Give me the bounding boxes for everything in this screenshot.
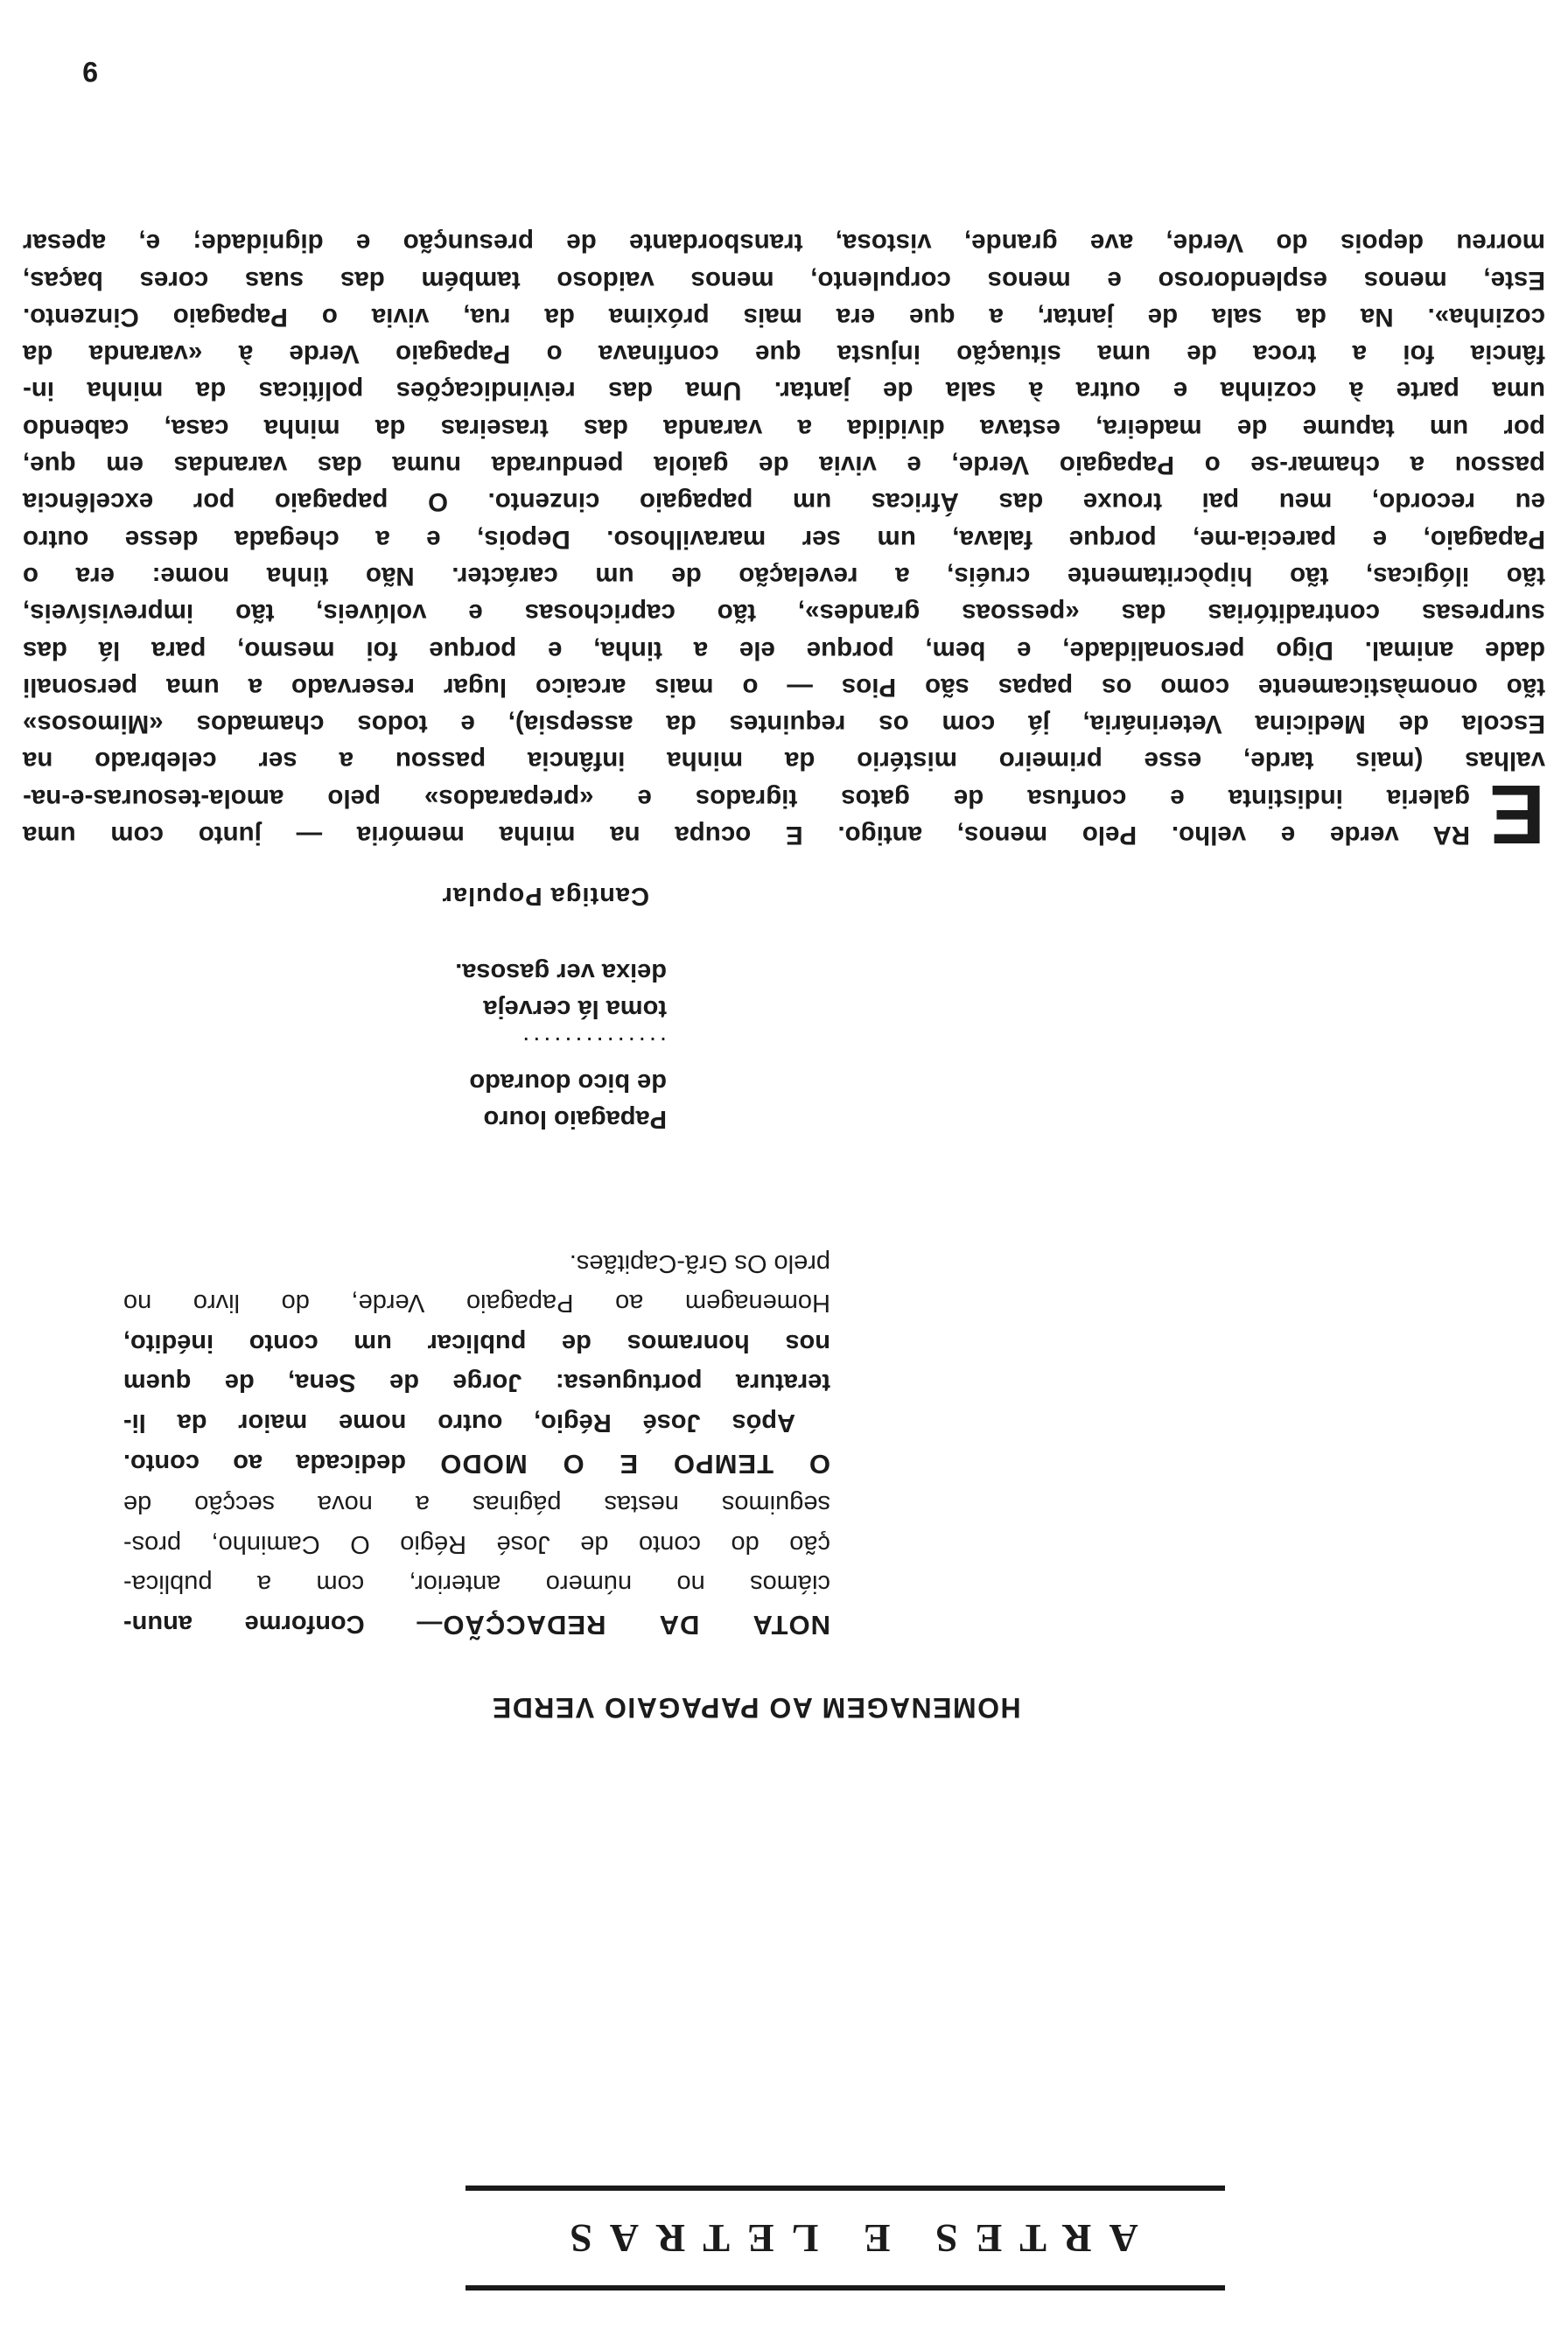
masthead-bottom-rule bbox=[466, 2186, 1225, 2191]
editorial-note bbox=[123, 1242, 830, 1645]
poem-line: deixa ver gasosa. bbox=[455, 958, 667, 986]
story-line: valhas (mais tarde, esse primeiro mistério da minha infância passou a ser celebrado na bbox=[23, 746, 1545, 776]
story-line: RA verde e velho. Pelo menos, antigo. E ocupa na minha memória — junto com uma bbox=[23, 821, 1470, 850]
note-line: O TEMPO E O MODO dedicada ao conto. bbox=[123, 1448, 830, 1479]
poem-line: toma lá cerveja bbox=[483, 995, 667, 1023]
story-line: Papagaio, e parecia-me, porque falava, um ser maravilhoso. Depois, e a chegada desse outro bbox=[23, 524, 1545, 554]
story-line: cozinha». Na da sala de jantar, a que era mais próxima da rua, vivia o Papagaio Cinzento. bbox=[23, 302, 1545, 332]
poem-ellipsis: .............. bbox=[519, 1032, 667, 1060]
note-line: nos honramos de publicar um conto inédito, bbox=[123, 1328, 830, 1357]
story-line: Escola de Medicina Veterinária, já com os requintes da assepsia), e todos chamados «Mimosos» bbox=[23, 710, 1545, 739]
story-line: surpresas contraditórias das «pessoas grandes», tão caprichosas e volúveis, tão imprevisíveis, bbox=[23, 598, 1545, 628]
story-line: uma parte à cozinha e outra à sala de jantar. Uma das reivindicações políticas da minha in- bbox=[23, 376, 1545, 406]
masthead-title: ARTES E LETRAS bbox=[552, 2216, 1138, 2261]
poem-line: de bico dourado bbox=[469, 1068, 667, 1096]
story-line: passou a chamar-se o Papagaio Verde, e vivia de gaiola pendurada numa das varandas em que, bbox=[23, 451, 1545, 480]
story-line: morreu depois do Verde, ave grande, vistosa, transbordante de presunção e dignidade; e, apesar bbox=[23, 228, 1545, 258]
story-line: dade animal. Digo personalidade, e bem, porque ele a tinha, e porque foi mesmo, para lá das bbox=[23, 635, 1545, 665]
note-line: ção do conto de José Régio O Caminho, pros- bbox=[123, 1529, 830, 1558]
note-line: Homenagem ao Papagaio Verde, do livro no bbox=[123, 1289, 830, 1318]
story-body bbox=[23, 224, 1545, 861]
note-line: Após José Régio, outro nome maior da li- bbox=[123, 1409, 795, 1437]
note-line: ciámos no número anterior, com a publica- bbox=[123, 1570, 830, 1598]
poem-line: Papagaio louro bbox=[483, 1105, 667, 1133]
story-line: tão onomàsticamente como os papas são Pios — o mais arcaico lugar reservado a uma personali bbox=[23, 672, 1545, 702]
story-line: fância foi a troca de uma situação injusta que confinava o Papagaio Verde à «varanda da bbox=[23, 339, 1545, 369]
section-heading: HOMENAGEM AO PAPAGAIO VERDE bbox=[491, 1692, 1021, 1724]
story-line: eu recordo, meu pai trouxe das Áfricas um papagaio cinzento. O papagaio por excelência bbox=[23, 487, 1545, 517]
story-line: galeria indistinta e confusa de gatos tigrados e «preparados» pelo amola-tesouras-e-na- bbox=[23, 783, 1470, 813]
poem-attribution: Cantiga Popular bbox=[441, 882, 649, 910]
magazine-name: O TEMPO E O MODO bbox=[439, 1448, 830, 1479]
page-number: 9 bbox=[82, 56, 98, 87]
story-line: Este, menos esplendoroso e menos corpulento, menos vaidoso também das suas cores baças, bbox=[23, 265, 1545, 295]
note-line: teratura portuguesa: Jorge de Sena, de quem bbox=[123, 1368, 830, 1397]
note-line: NOTA DA REDACÇÃO— Conforme anun- bbox=[123, 1610, 830, 1640]
note-line: seguimos nestas páginas a nova secção de bbox=[123, 1490, 830, 1519]
epigraph-poem bbox=[317, 954, 667, 1137]
note-line: prelo Os Grã-Capitães. bbox=[569, 1248, 830, 1277]
note-label: NOTA DA REDACÇÃO bbox=[442, 1610, 830, 1640]
drop-cap: E bbox=[1488, 767, 1545, 861]
story-line: por um tapume de madeira, estava dividida a varanda das traseiras da minha casa, cabendo bbox=[23, 413, 1545, 443]
masthead-top-rule bbox=[466, 2285, 1225, 2291]
story-line: tão ilógicas, tão hipòcritamente cruéis, a revelação de um carácter. Não tinha nome: era o bbox=[23, 561, 1545, 591]
